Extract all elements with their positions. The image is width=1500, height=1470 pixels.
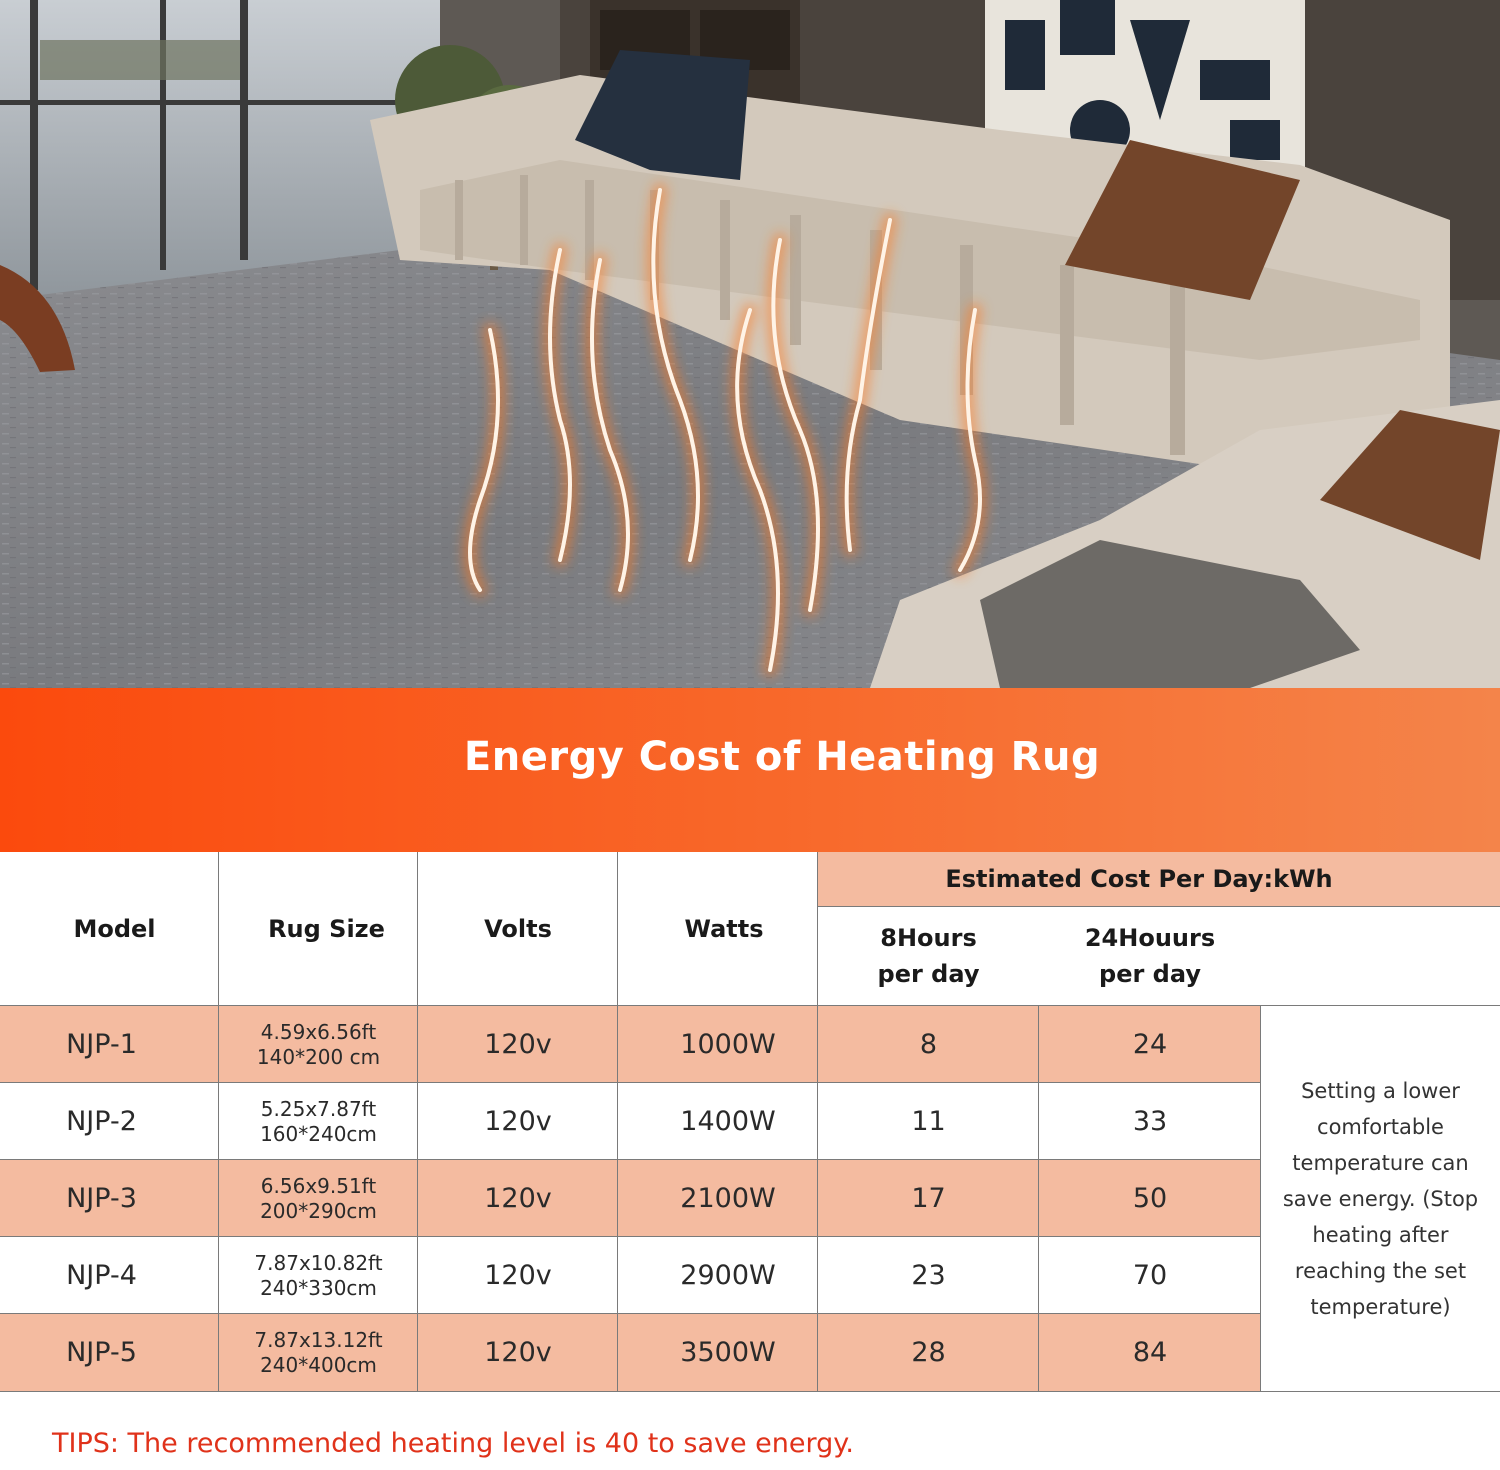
header-8-hours <box>818 906 1039 1006</box>
cell-8-hours: 17 <box>911 1183 946 1214</box>
cell-watts: 1400W <box>680 1106 776 1137</box>
energy-cost-table <box>0 852 1500 1394</box>
cell-watts: 2100W <box>680 1183 776 1214</box>
cell-rug-size <box>219 1237 418 1314</box>
rug-size-ft: 7.87x13.12ft <box>254 1327 383 1352</box>
header-24-hours-line2: per day <box>1099 960 1201 988</box>
rug-size-ft: 5.25x7.87ft <box>260 1096 377 1121</box>
cell-model: NJP-4 <box>66 1260 137 1291</box>
header-8-hours-line1: 8Hours <box>880 924 977 952</box>
header-model: Model <box>73 915 156 943</box>
estimated-cost-header <box>818 852 1500 906</box>
cell-24-hours: 84 <box>1132 1337 1168 1368</box>
cell-24-hours: 33 <box>1132 1106 1168 1137</box>
header-volts: Volts <box>484 915 552 943</box>
cell-watts: 1000W <box>680 1029 776 1060</box>
header-24-hours-line1: 24Houurs <box>1084 924 1216 952</box>
cell-volts: 120v <box>484 1260 552 1291</box>
cell-rug-size <box>219 1314 418 1391</box>
cell-8-hours: 8 <box>919 1029 938 1060</box>
title-banner <box>0 688 1500 852</box>
cell-24-hours: 50 <box>1132 1183 1168 1214</box>
rug-size-cm: 200*290cm <box>260 1198 377 1223</box>
banner-title: Energy Cost of Heating Rug <box>463 734 1101 780</box>
cell-volts: 120v <box>484 1183 552 1214</box>
header-rug-size: Rug Size <box>268 915 385 943</box>
cell-8-hours: 23 <box>911 1260 946 1291</box>
rug-size-ft: 6.56x9.51ft <box>260 1173 377 1198</box>
rug-size-ft: 7.87x10.82ft <box>254 1250 383 1275</box>
cell-watts: 3500W <box>680 1337 776 1368</box>
living-room-photo <box>0 0 1500 688</box>
estimated-cost-header-label: Estimated Cost Per Day:kWh <box>945 865 1333 893</box>
cell-24-hours: 24 <box>1132 1029 1168 1060</box>
energy-saving-note: Setting a lower comfortable temperature can save energy. (Stop heating after reaching the set temperature) <box>1282 1078 1479 1319</box>
rug-size-cm: 160*240cm <box>260 1121 377 1146</box>
header-8-hours-line2: per day <box>877 960 980 988</box>
cell-model: NJP-2 <box>66 1106 137 1137</box>
cell-watts: 2900W <box>680 1260 776 1291</box>
header-watts: Watts <box>684 915 764 943</box>
cell-volts: 120v <box>484 1029 552 1060</box>
cell-8-hours: 11 <box>911 1106 946 1137</box>
cell-model: NJP-3 <box>66 1183 137 1214</box>
rug-size-cm: 240*400cm <box>260 1352 377 1377</box>
cell-model: NJP-1 <box>66 1029 137 1060</box>
cell-volts: 120v <box>484 1337 552 1368</box>
cell-volts: 120v <box>484 1106 552 1137</box>
cell-rug-size <box>219 1006 418 1083</box>
header-24-hours <box>1039 906 1261 1006</box>
tips-text: TIPS: The recommended heating level is 40 to save energy. <box>52 1428 854 1459</box>
rug-size-cm: 140*200 cm <box>256 1044 381 1069</box>
cell-rug-size <box>219 1083 418 1160</box>
cell-rug-size <box>219 1160 418 1237</box>
cell-24-hours: 70 <box>1132 1260 1168 1291</box>
cell-model: NJP-5 <box>66 1337 137 1368</box>
rug-size-cm: 240*330cm <box>260 1275 377 1300</box>
cell-8-hours: 28 <box>911 1337 946 1368</box>
rug-size-ft: 4.59x6.56ft <box>260 1019 377 1044</box>
